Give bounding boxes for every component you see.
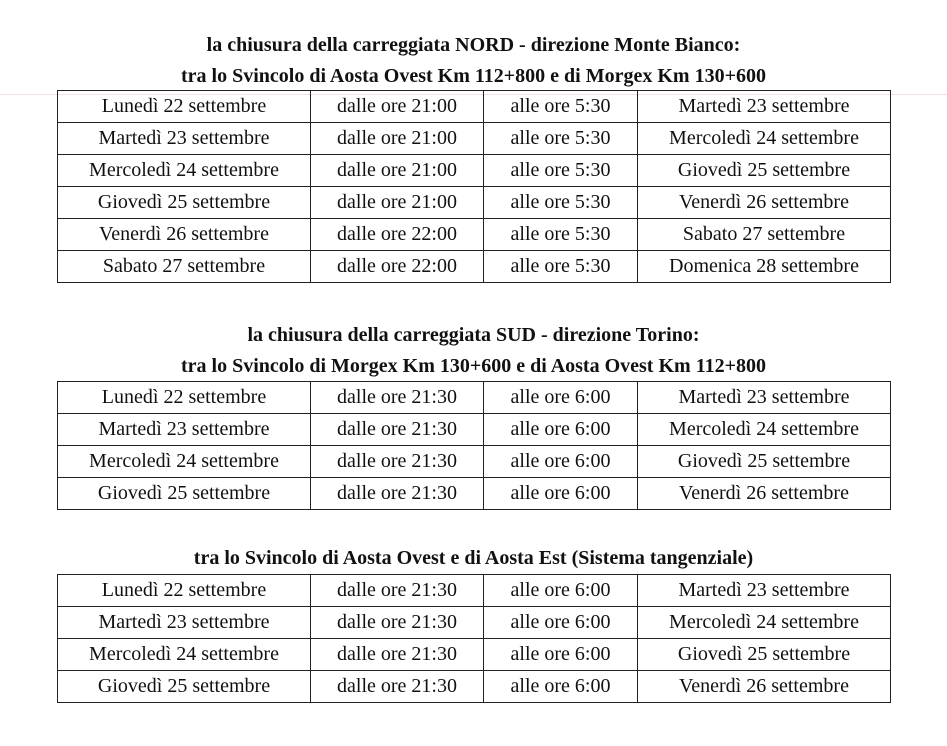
to-time-cell: alle ore 6:00 [484, 639, 638, 671]
end-day-cell: Venerdì 26 settembre [638, 671, 891, 703]
to-time-cell: alle ore 6:00 [484, 575, 638, 607]
start-day-cell: Lunedì 22 settembre [58, 91, 311, 123]
from-time-cell: dalle ore 21:00 [311, 155, 484, 187]
to-time-cell: alle ore 5:30 [484, 123, 638, 155]
from-time-cell: dalle ore 21:30 [311, 575, 484, 607]
table-row [58, 382, 891, 414]
from-time-cell: dalle ore 22:00 [311, 251, 484, 283]
end-day-cell: Martedì 23 settembre [638, 575, 891, 607]
table-row [58, 155, 891, 187]
sud-schedule-table [57, 381, 891, 510]
end-day-cell: Mercoledì 24 settembre [638, 414, 891, 446]
end-day-cell: Venerdì 26 settembre [638, 187, 891, 219]
to-time-cell: alle ore 6:00 [484, 446, 638, 478]
from-time-cell: dalle ore 21:00 [311, 187, 484, 219]
from-time-cell: dalle ore 21:00 [311, 91, 484, 123]
from-time-cell: dalle ore 21:30 [311, 639, 484, 671]
to-time-cell: alle ore 5:30 [484, 187, 638, 219]
table-row [58, 639, 891, 671]
nord-heading-line1: la chiusura della carreggiata NORD - direzione Monte Bianco: [206, 34, 741, 56]
to-time-cell: alle ore 6:00 [484, 414, 638, 446]
end-day-cell: Giovedì 25 settembre [638, 446, 891, 478]
nord-schedule-table [57, 90, 891, 283]
end-day-cell: Giovedì 25 settembre [638, 155, 891, 187]
table-row [58, 575, 891, 607]
table-row [58, 123, 891, 155]
to-time-cell: alle ore 5:30 [484, 155, 638, 187]
from-time-cell: dalle ore 21:30 [311, 382, 484, 414]
from-time-cell: dalle ore 22:00 [311, 219, 484, 251]
from-time-cell: dalle ore 21:30 [311, 414, 484, 446]
start-day-cell: Mercoledì 24 settembre [58, 155, 311, 187]
to-time-cell: alle ore 6:00 [484, 478, 638, 510]
from-time-cell: dalle ore 21:30 [311, 607, 484, 639]
start-day-cell: Lunedì 22 settembre [58, 575, 311, 607]
table-row [58, 446, 891, 478]
start-day-cell: Giovedì 25 settembre [58, 478, 311, 510]
to-time-cell: alle ore 5:30 [484, 91, 638, 123]
nord-heading-line2: tra lo Svincolo di Aosta Ovest Km 112+800 e di Morgex Km 130+600 [181, 65, 766, 87]
end-day-cell: Martedì 23 settembre [638, 91, 891, 123]
end-day-cell: Martedì 23 settembre [638, 382, 891, 414]
table-row [58, 219, 891, 251]
end-day-cell: Mercoledì 24 settembre [638, 607, 891, 639]
start-day-cell: Lunedì 22 settembre [58, 382, 311, 414]
end-day-cell: Domenica 28 settembre [638, 251, 891, 283]
end-day-cell: Venerdì 26 settembre [638, 478, 891, 510]
tangenziale-schedule-table [57, 574, 891, 703]
end-day-cell: Giovedì 25 settembre [638, 639, 891, 671]
table-row [58, 671, 891, 703]
to-time-cell: alle ore 6:00 [484, 382, 638, 414]
table-row [58, 251, 891, 283]
to-time-cell: alle ore 5:30 [484, 219, 638, 251]
start-day-cell: Giovedì 25 settembre [58, 187, 311, 219]
to-time-cell: alle ore 6:00 [484, 671, 638, 703]
end-day-cell: Sabato 27 settembre [638, 219, 891, 251]
start-day-cell: Sabato 27 settembre [58, 251, 311, 283]
start-day-cell: Venerdì 26 settembre [58, 219, 311, 251]
table-row [58, 187, 891, 219]
sud-heading-line1: la chiusura della carreggiata SUD - direzione Torino: [247, 324, 700, 346]
table-row [58, 91, 891, 123]
from-time-cell: dalle ore 21:00 [311, 123, 484, 155]
from-time-cell: dalle ore 21:30 [311, 446, 484, 478]
table-row [58, 607, 891, 639]
start-day-cell: Giovedì 25 settembre [58, 671, 311, 703]
to-time-cell: alle ore 6:00 [484, 607, 638, 639]
table-row [58, 478, 891, 510]
to-time-cell: alle ore 5:30 [484, 251, 638, 283]
from-time-cell: dalle ore 21:30 [311, 478, 484, 510]
end-day-cell: Mercoledì 24 settembre [638, 123, 891, 155]
from-time-cell: dalle ore 21:30 [311, 671, 484, 703]
start-day-cell: Martedì 23 settembre [58, 607, 311, 639]
start-day-cell: Martedì 23 settembre [58, 123, 311, 155]
start-day-cell: Mercoledì 24 settembre [58, 446, 311, 478]
table-row [58, 414, 891, 446]
sud-heading-line2: tra lo Svincolo di Morgex Km 130+600 e di Aosta Ovest Km 112+800 [181, 355, 766, 377]
start-day-cell: Mercoledì 24 settembre [58, 639, 311, 671]
tangenziale-heading: tra lo Svincolo di Aosta Ovest e di Aosta Est (Sistema tangenziale) [193, 547, 754, 569]
start-day-cell: Martedì 23 settembre [58, 414, 311, 446]
